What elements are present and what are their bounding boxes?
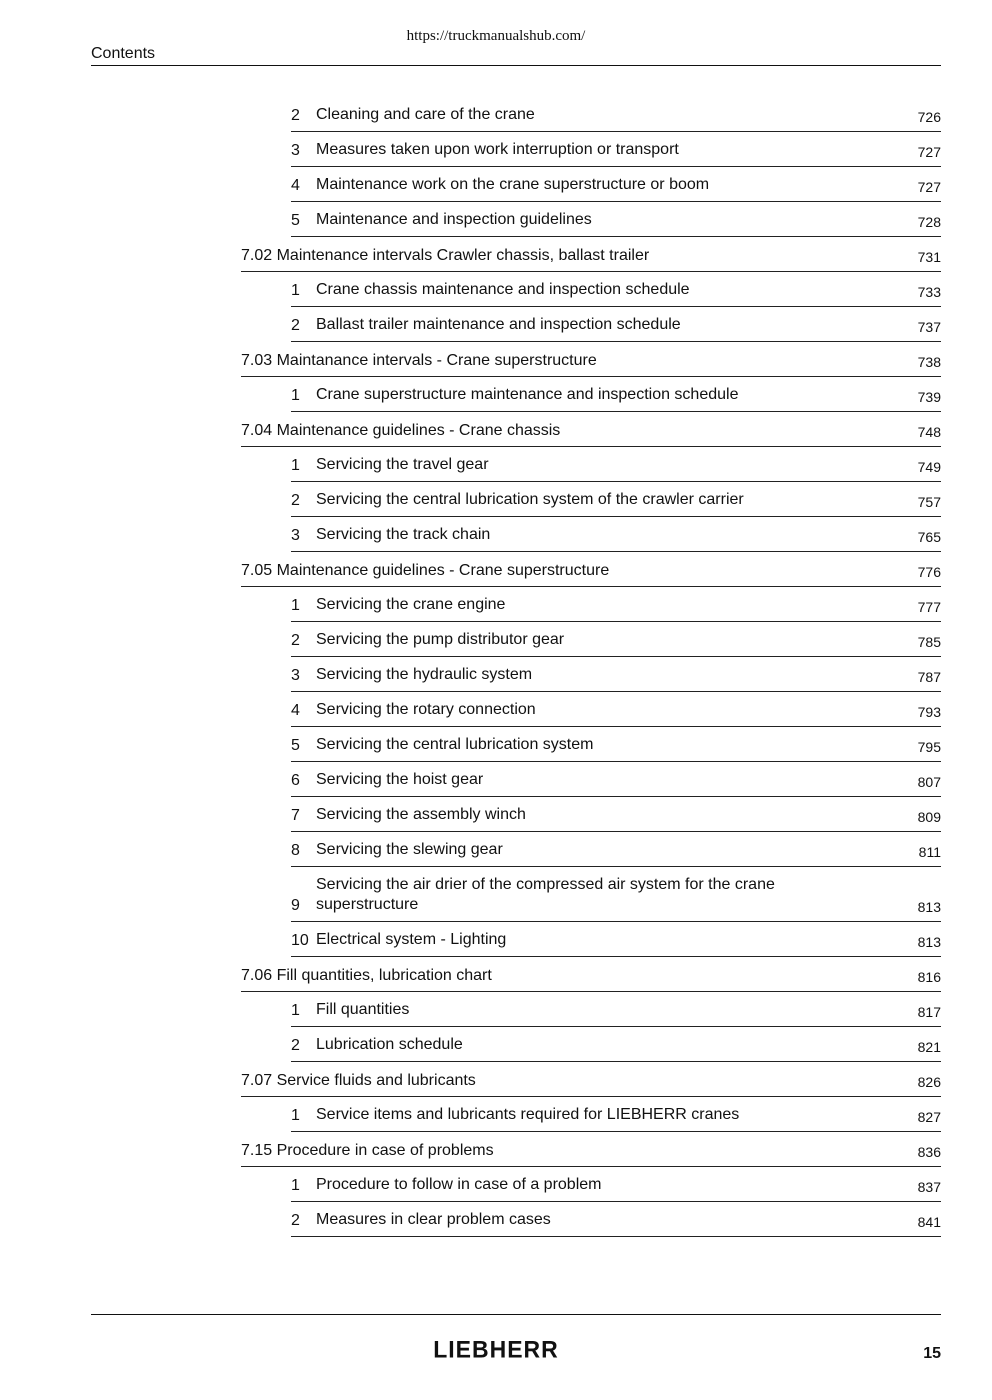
toc-chapter-heading bbox=[241, 247, 649, 265]
toc-page-number: 817 bbox=[917, 1004, 941, 1020]
toc-entry-number: 2 bbox=[291, 1212, 300, 1229]
toc-page-number: 827 bbox=[917, 1109, 941, 1125]
toc-chapter-heading bbox=[241, 967, 492, 985]
toc-chapter-heading bbox=[241, 422, 560, 440]
toc-entry-number: 8 bbox=[291, 842, 300, 859]
toc-page-number: 738 bbox=[917, 354, 941, 370]
toc-chapter-number: 7.15 bbox=[241, 1142, 273, 1159]
toc-page-number: 727 bbox=[917, 179, 941, 195]
toc-chapter-title: Maintenance guidelines - Crane superstructure bbox=[276, 562, 610, 579]
toc-page-number: 807 bbox=[917, 774, 941, 790]
toc-entry-row[interactable] bbox=[291, 482, 941, 517]
toc-chapter-title: Maintenance guidelines - Crane chassis bbox=[276, 422, 561, 439]
toc-entry-row[interactable] bbox=[291, 992, 941, 1027]
toc-entry-number: 1 bbox=[291, 1177, 300, 1194]
section-title: Contents bbox=[91, 45, 156, 62]
toc-entry-title: Crane chassis maintenance and inspection schedule bbox=[316, 281, 690, 298]
toc-entry-row[interactable] bbox=[291, 867, 941, 922]
toc-entry-row[interactable] bbox=[291, 1097, 941, 1132]
toc-chapter-row[interactable] bbox=[241, 1132, 941, 1167]
toc-entry-number: 3 bbox=[291, 142, 300, 159]
toc-entry-title: Servicing the air drier of the compressed air system for the crane superstructure bbox=[316, 876, 775, 913]
toc-chapter-row[interactable] bbox=[241, 237, 941, 272]
toc-entry-title: Crane superstructure maintenance and inspection schedule bbox=[316, 386, 739, 403]
toc-entry-row[interactable] bbox=[291, 97, 941, 132]
toc-page-number: 733 bbox=[917, 284, 941, 300]
toc-entry-row[interactable] bbox=[291, 132, 941, 167]
liebherr-logo: LIEBHERR bbox=[433, 1335, 559, 1363]
toc-entry-title: Servicing the rotary connection bbox=[316, 701, 536, 718]
toc-entry-row[interactable] bbox=[291, 587, 941, 622]
toc-entry-title: Servicing the track chain bbox=[316, 526, 491, 543]
toc-chapter-row[interactable] bbox=[241, 412, 941, 447]
toc-entry-row[interactable] bbox=[291, 832, 941, 867]
toc-entry-number: 2 bbox=[291, 632, 300, 649]
toc-entry-title: Measures taken upon work interruption or transport bbox=[316, 141, 679, 158]
toc-entry-title: Cleaning and care of the crane bbox=[316, 106, 535, 123]
toc-chapter-heading bbox=[241, 562, 609, 580]
toc-page-number: 811 bbox=[918, 844, 941, 860]
toc-entry-row[interactable] bbox=[291, 622, 941, 657]
source-url: https://truckmanualshub.com/ bbox=[406, 28, 586, 44]
toc-page-number: 821 bbox=[917, 1039, 941, 1055]
toc-entry-title: Servicing the slewing gear bbox=[316, 841, 503, 858]
toc-entry-number: 1 bbox=[291, 457, 300, 474]
toc-chapter-number: 7.02 bbox=[241, 247, 273, 264]
toc-entry-row[interactable] bbox=[291, 307, 941, 342]
toc-chapter-number: 7.03 bbox=[241, 352, 273, 369]
toc-entry-row[interactable] bbox=[291, 272, 941, 307]
toc-entry-row[interactable] bbox=[291, 447, 941, 482]
toc-entry-number: 2 bbox=[291, 107, 300, 124]
toc-chapter-row[interactable] bbox=[241, 957, 941, 992]
toc-page-number: 776 bbox=[917, 564, 941, 580]
toc-entry-number: 1 bbox=[291, 282, 300, 299]
toc-entry-row[interactable] bbox=[291, 1167, 941, 1202]
toc-page-number: 813 bbox=[917, 934, 941, 950]
toc-entry-row[interactable] bbox=[291, 202, 941, 237]
toc-entry-title: Measures in clear problem cases bbox=[316, 1211, 551, 1228]
toc-page-number: 726 bbox=[917, 109, 941, 125]
toc-entry-number: 1 bbox=[291, 387, 300, 404]
toc-entry-title: Servicing the travel gear bbox=[316, 456, 489, 473]
toc-page-number: 836 bbox=[917, 1144, 941, 1160]
toc-entry-number: 2 bbox=[291, 492, 300, 509]
toc-entry-title: Servicing the central lubrication system of the crawler carrier bbox=[316, 491, 744, 508]
footer-divider bbox=[91, 1314, 941, 1315]
toc-entry-number: 1 bbox=[291, 1107, 300, 1124]
table-of-contents bbox=[0, 97, 992, 1237]
toc-chapter-title: Procedure in case of problems bbox=[276, 1142, 494, 1159]
toc-chapter-heading bbox=[241, 1072, 476, 1090]
toc-entry-title: Maintenance work on the crane superstructure or boom bbox=[316, 176, 710, 193]
toc-entry-number: 4 bbox=[291, 177, 300, 194]
toc-page-number: 816 bbox=[917, 969, 941, 985]
toc-entry-number: 5 bbox=[291, 212, 300, 229]
toc-chapter-number: 7.05 bbox=[241, 562, 273, 579]
toc-entry-number: 3 bbox=[291, 527, 300, 544]
toc-entry-row[interactable] bbox=[291, 692, 941, 727]
toc-entry-number: 9 bbox=[291, 897, 300, 914]
toc-chapter-number: 7.06 bbox=[241, 967, 273, 984]
toc-page-number: 826 bbox=[917, 1074, 941, 1090]
toc-page-number: 727 bbox=[917, 144, 941, 160]
toc-page-number: 837 bbox=[917, 1179, 941, 1195]
toc-entry-number: 2 bbox=[291, 317, 300, 334]
toc-entry-row[interactable] bbox=[291, 657, 941, 692]
toc-chapter-title: Fill quantities, lubrication chart bbox=[276, 967, 492, 984]
toc-entry-row[interactable] bbox=[291, 797, 941, 832]
toc-page-number: 757 bbox=[917, 494, 941, 510]
toc-entry-number: 2 bbox=[291, 1037, 300, 1054]
toc-page-number: 795 bbox=[917, 739, 941, 755]
toc-entry-title: Electrical system - Lighting bbox=[316, 931, 507, 948]
toc-chapter-row[interactable] bbox=[241, 342, 941, 377]
toc-chapter-number: 7.07 bbox=[241, 1072, 273, 1089]
toc-entry-title: Fill quantities bbox=[316, 1001, 410, 1018]
toc-entry-number: 5 bbox=[291, 737, 300, 754]
toc-chapter-row[interactable] bbox=[241, 1062, 941, 1097]
toc-entry-title: Service items and lubricants required for LIEBHERR cranes bbox=[316, 1106, 740, 1123]
toc-page-number: 813 bbox=[917, 899, 941, 915]
toc-page-number: 739 bbox=[917, 389, 941, 405]
toc-page-number: 777 bbox=[917, 599, 941, 615]
toc-entry-title: Maintenance and inspection guidelines bbox=[316, 211, 592, 228]
toc-entry-title: Ballast trailer maintenance and inspection schedule bbox=[316, 316, 681, 333]
toc-entry-number: 1 bbox=[291, 1002, 300, 1019]
toc-entry-row[interactable] bbox=[291, 1202, 941, 1237]
toc-page-number: 765 bbox=[917, 529, 941, 545]
toc-page-number: 748 bbox=[917, 424, 941, 440]
toc-entry-row[interactable] bbox=[291, 727, 941, 762]
toc-page-number: 841 bbox=[917, 1214, 941, 1230]
toc-chapter-title: Maintanance intervals - Crane superstructure bbox=[276, 352, 597, 369]
toc-entry-number: 3 bbox=[291, 667, 300, 684]
header-divider bbox=[91, 65, 941, 66]
toc-entry-title: Servicing the hydraulic system bbox=[316, 666, 533, 683]
toc-entry-row[interactable] bbox=[291, 762, 941, 797]
toc-page-number: 785 bbox=[917, 634, 941, 650]
toc-entry-row[interactable] bbox=[291, 377, 941, 412]
toc-page-number: 749 bbox=[917, 459, 941, 475]
toc-chapter-heading bbox=[241, 352, 597, 370]
toc-entry-number: 1 bbox=[291, 597, 300, 614]
toc-entry-title: Servicing the pump distributor gear bbox=[316, 631, 565, 648]
page-number: 15 bbox=[923, 1345, 941, 1362]
toc-entry-title: Procedure to follow in case of a problem bbox=[316, 1176, 602, 1193]
toc-entry-row[interactable] bbox=[291, 1027, 941, 1062]
toc-entry-number: 4 bbox=[291, 702, 300, 719]
toc-entry-row[interactable] bbox=[291, 517, 941, 552]
toc-entry-number: 6 bbox=[291, 772, 300, 789]
toc-chapter-title: Service fluids and lubricants bbox=[276, 1072, 476, 1089]
toc-entry-title: Lubrication schedule bbox=[316, 1036, 463, 1053]
toc-page-number: 737 bbox=[917, 319, 941, 335]
toc-entry-number: 10 bbox=[291, 932, 309, 949]
toc-page-number: 787 bbox=[917, 669, 941, 685]
toc-entry-title: Servicing the assembly winch bbox=[316, 806, 526, 823]
toc-page-number: 793 bbox=[917, 704, 941, 720]
toc-page-number: 731 bbox=[917, 249, 941, 265]
toc-entry-title: Servicing the central lubrication system bbox=[316, 736, 594, 753]
toc-entry-number: 7 bbox=[291, 807, 300, 824]
toc-chapter-number: 7.04 bbox=[241, 422, 273, 439]
toc-entry-row[interactable] bbox=[291, 167, 941, 202]
toc-chapter-heading bbox=[241, 1142, 494, 1160]
toc-page-number: 809 bbox=[917, 809, 941, 825]
toc-chapter-title: Maintenance intervals Crawler chassis, ballast trailer bbox=[276, 247, 650, 264]
toc-entry-title: Servicing the hoist gear bbox=[316, 771, 484, 788]
toc-entry-title: Servicing the crane engine bbox=[316, 596, 506, 613]
toc-entry-row[interactable] bbox=[291, 922, 941, 957]
toc-page-number: 728 bbox=[917, 214, 941, 230]
toc-chapter-row[interactable] bbox=[241, 552, 941, 587]
